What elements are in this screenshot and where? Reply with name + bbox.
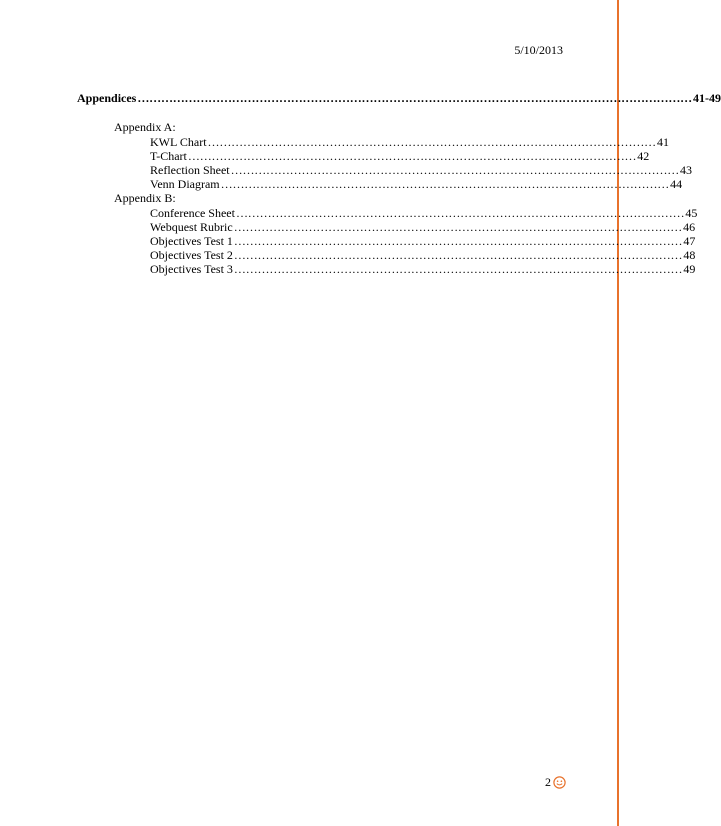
entry-title: Objectives Test 1	[150, 234, 233, 248]
entry-title: Reflection Sheet	[150, 163, 230, 177]
dot-leader: ……………………………………………………………………………………………………	[233, 234, 683, 248]
toc-entry	[150, 163, 693, 177]
entry-page: 48	[683, 248, 696, 262]
entry-title: T-Chart	[150, 149, 187, 163]
dot-leader: ……………………………………………………………………………………………………	[220, 177, 670, 191]
dot-leader: ……………………………………………………………………………………………………	[233, 262, 683, 276]
toc-entry	[150, 135, 669, 149]
entry-page: 47	[683, 234, 696, 248]
appendix-b-label: Appendix B:	[114, 191, 176, 205]
toc-entry	[150, 206, 698, 220]
page-edge-line	[617, 0, 619, 826]
entry-title: Webquest Rubric	[150, 220, 233, 234]
entry-title: Venn Diagram	[150, 177, 220, 191]
entry-page: 41	[656, 135, 669, 149]
entry-page: 44	[670, 177, 683, 191]
entry-page: 45	[685, 206, 698, 220]
header-date: 5/10/2013	[514, 43, 563, 57]
page-footer	[520, 775, 566, 789]
toc-entry	[150, 234, 696, 248]
toc-entry	[150, 262, 696, 276]
appendices-title: Appendices	[77, 91, 137, 105]
entry-title: KWL Chart	[150, 135, 207, 149]
toc-entry	[150, 177, 683, 191]
toc-entry	[150, 149, 650, 163]
dot-leader: ……………………………………………………………………………………………………	[230, 163, 680, 177]
dot-leader: ……………………………………………………………………………………………………	[235, 206, 685, 220]
dot-leader: ……………………………………………………………………………………………………	[233, 248, 683, 262]
toc-entry	[150, 248, 696, 262]
entry-title: Objectives Test 3	[150, 262, 233, 276]
smiley-icon	[553, 776, 566, 789]
dot-leader: ……………………………………………………………………………………………………………………………	[137, 91, 692, 105]
entry-title: Conference Sheet	[150, 206, 235, 220]
appendix-a-label: Appendix A:	[114, 120, 176, 134]
toc-entry	[150, 220, 696, 234]
entry-page: 43	[680, 163, 693, 177]
appendices-page-range: 41-49	[692, 91, 721, 105]
dot-leader: ……………………………………………………………………………………………………	[187, 149, 637, 163]
entry-page: 42	[637, 149, 650, 163]
page-number: 2	[545, 775, 551, 789]
entry-page: 49	[683, 262, 696, 276]
dot-leader: ……………………………………………………………………………………………………	[207, 135, 656, 149]
appendices-heading	[77, 91, 721, 105]
dot-leader: ……………………………………………………………………………………………………	[233, 220, 683, 234]
entry-title: Objectives Test 2	[150, 248, 233, 262]
entry-page: 46	[683, 220, 696, 234]
